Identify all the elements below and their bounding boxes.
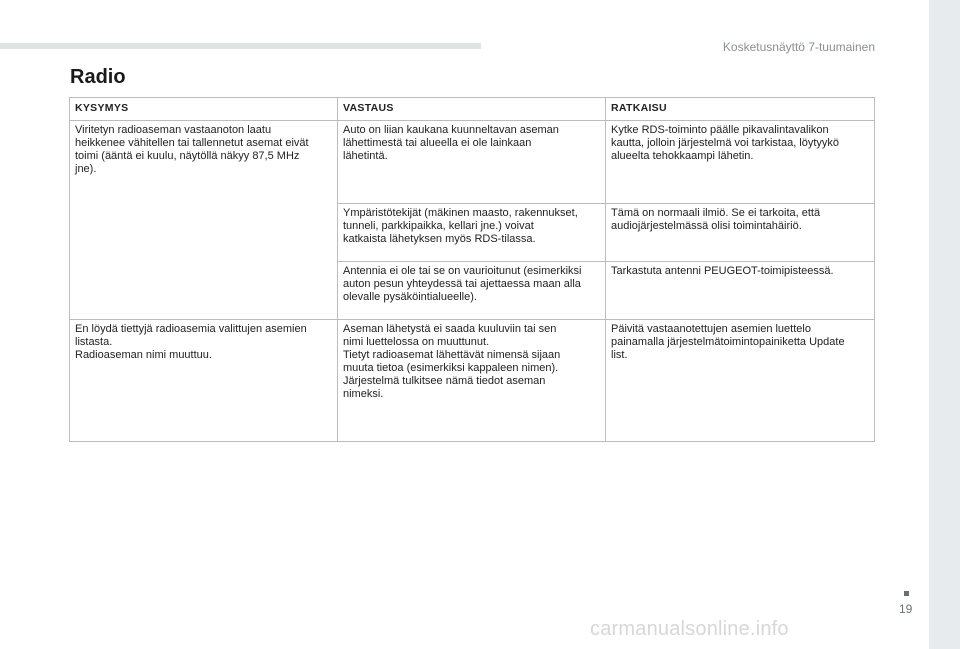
watermark: carmanualsonline.info	[590, 618, 789, 640]
solution-text: Tarkastuta antenni PEUGEOT-toimipisteessä.	[611, 265, 834, 277]
faq-table	[69, 97, 875, 442]
page-marker	[904, 591, 909, 596]
question-text: En löydä tiettyjä radioasemia valittujen asemien listasta. Radioaseman nimi muuttuu.	[75, 323, 307, 361]
solution-cell	[606, 320, 875, 442]
table-row	[70, 320, 875, 442]
page-edge-strip	[929, 0, 960, 649]
table-header-row	[70, 98, 875, 121]
page-number: 19	[899, 602, 913, 616]
answer-cell	[338, 204, 606, 262]
answer-text: Auto on liian kaukana kuunneltavan aseman lähettimestä tai alueella ei ole lainkaan lähetintä.	[343, 124, 559, 162]
solution-text: Tämä on normaali ilmiö. Se ei tarkoita, että audiojärjestelmässä olisi toimintahäiriö.	[611, 207, 821, 232]
solution-cell	[606, 204, 875, 262]
answer-text: Antennia ei ole tai se on vaurioitunut (esimerkiksi auton pesun yhteydessä tai ajettaessa maan alla olevalle pysäköintialueelle).	[343, 265, 582, 303]
question-cell	[70, 121, 338, 320]
answer-cell	[338, 262, 606, 320]
answer-cell	[338, 121, 606, 204]
solution-cell	[606, 121, 875, 204]
page-title: Radio	[70, 66, 126, 88]
solution-text: Päivitä vastaanotettujen asemien luettelo painamalla järjestelmätoimintopainiketta Update list.	[611, 323, 845, 361]
answer-text: Aseman lähetystä ei saada kuuluviin tai sen nimi luettelossa on muuttunut. Tietyt radioasemat lähettävät nimensä sijaan muuta tietoa (esimerkiksi kappaleen nimen). Järjestelmä tulkitsee nämä tiedot aseman nimeksi.	[343, 323, 561, 400]
column-header-answer: VASTAUS	[338, 98, 606, 121]
table-row	[70, 121, 875, 204]
answer-cell	[338, 320, 606, 442]
solution-cell	[606, 262, 875, 320]
question-text: Viritetyn radioaseman vastaanoton laatu heikkenee vähitellen tai tallennetut asemat eivät toimi (ääntä ei kuulu, näytöllä näkyy 87,5 MHz jne).	[75, 124, 309, 175]
column-header-question: KYSYMYS	[70, 98, 338, 121]
header-rule	[0, 43, 481, 49]
solution-text: Kytke RDS-toiminto päälle pikavalintavalikon kautta, jolloin järjestelmä voi tarkistaa, löytyykö alueelta tehokkaampi lähetin.	[611, 124, 840, 162]
running-head: Kosketusnäyttö 7-tuumainen	[722, 40, 875, 54]
column-header-solution: RATKAISU	[606, 98, 875, 121]
answer-text: Ympäristötekijät (mäkinen maasto, rakennukset, tunneli, parkkipaikka, kellari jne.) voivat katkaista lähetyksen myös RDS-tilassa.	[343, 207, 578, 245]
question-cell	[70, 320, 338, 442]
